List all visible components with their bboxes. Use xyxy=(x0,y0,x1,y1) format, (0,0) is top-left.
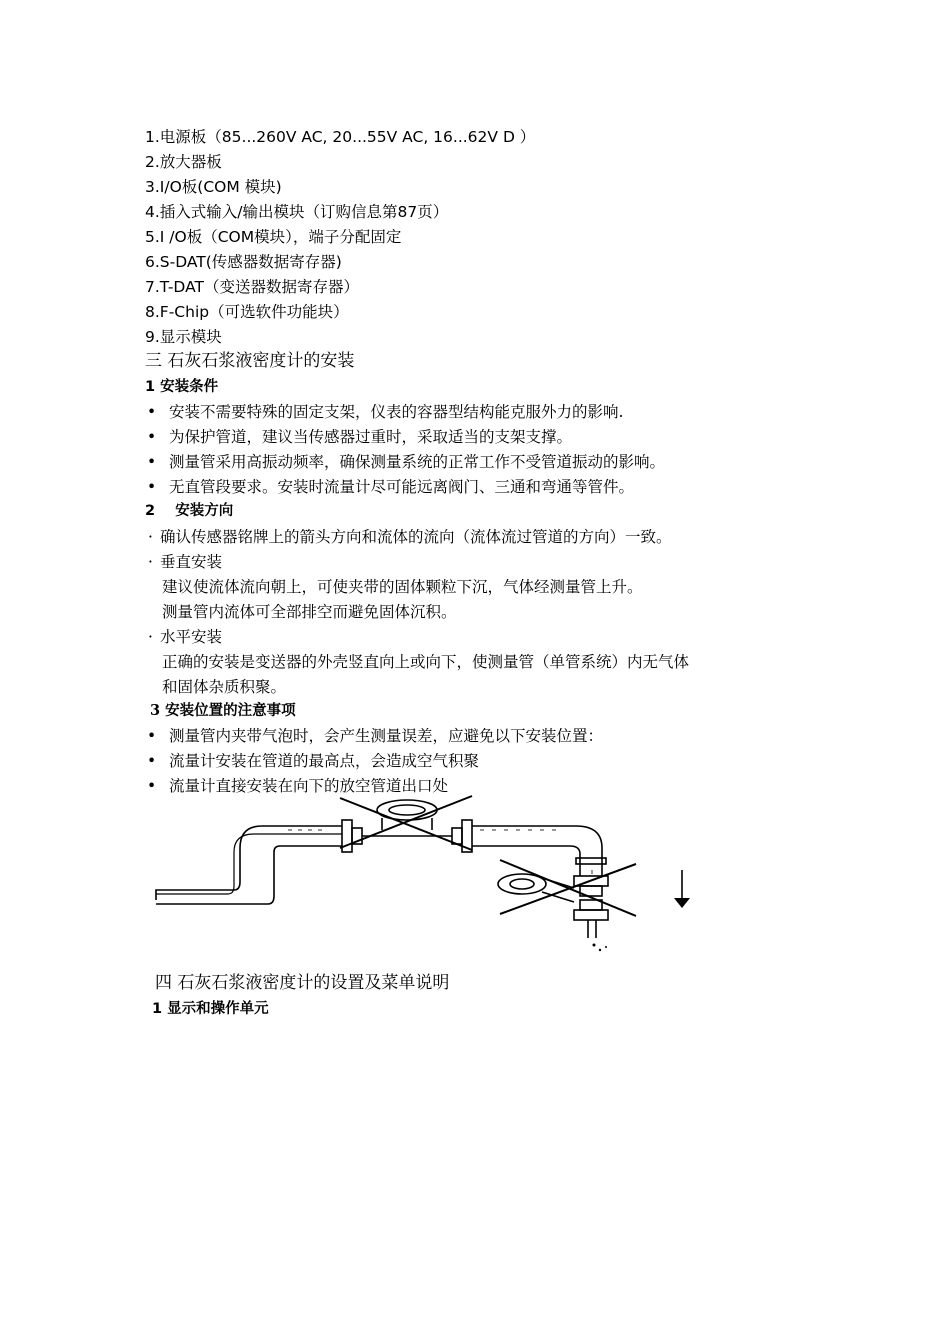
orientation-title: 水平安装 xyxy=(160,628,223,646)
bullet-icon: • xyxy=(147,478,157,496)
list-item-power-board: 1.电源板（85...260V AC, 20...55V AC, 16...62V D ） xyxy=(145,128,536,146)
bullet-item xyxy=(147,750,479,772)
bullet-icon: • xyxy=(147,752,157,770)
bullet-text: 流量计安装在管道的最高点，会造成空气积聚 xyxy=(169,752,480,770)
bullet-text: 为保护管道，建议当传感器过重时，采取适当的支架支撑。 xyxy=(169,428,573,446)
list-item-amplifier-board: 2.放大器板 xyxy=(145,153,222,171)
bullet-item xyxy=(147,401,623,423)
bullet-icon: • xyxy=(147,777,157,795)
bullet-text: 安装不需要特殊的固定支架，仪表的容器型结构能克服外力的影响. xyxy=(169,403,624,421)
vertical-text-1: 建议使流体流向朝上，可使夹带的固体颗粒下沉，气体经测量管上升。 xyxy=(162,578,643,596)
section-title-settings: 四 石灰石浆液密度计的设置及菜单说明 xyxy=(155,973,450,993)
orientation-item-vertical xyxy=(148,551,222,573)
bullet-text: 流量计直接安装在向下的放空管道出口处 xyxy=(169,777,449,795)
bullet-item xyxy=(147,451,665,473)
bullet-icon: • xyxy=(147,727,157,745)
list-item-s-dat: 6.S-DAT(传感器数据寄存器) xyxy=(145,253,342,271)
list-item-plugin-module: 4.插入式输入/输出模块（订购信息第87页） xyxy=(145,203,449,221)
subsection-heading-conditions: 1 安装条件 xyxy=(145,379,219,395)
bullet-item xyxy=(147,476,634,498)
horizontal-text-2: 和固体杂质积聚。 xyxy=(162,678,287,696)
dot-icon: · xyxy=(148,628,153,646)
bullet-text: 测量管采用高振动频率，确保测量系统的正常工作不受管道振动的影响。 xyxy=(169,453,666,471)
subsection-heading-location: 3 安装位置的注意事项 xyxy=(150,702,296,719)
list-item-f-chip: 8.F-Chip（可选软件功能块） xyxy=(145,303,349,321)
bullet-item xyxy=(147,725,603,747)
bullet-icon: • xyxy=(147,428,157,446)
list-item-display-module: 9.显示模块 xyxy=(145,328,222,346)
section-title-installation: 三 石灰石浆液密度计的安装 xyxy=(145,351,355,371)
horizontal-text-1: 正确的安装是变送器的外壳竖直向上或向下，使测量管（单管系统）内无气体 xyxy=(162,653,690,671)
dot-icon: · xyxy=(148,553,153,571)
list-item-t-dat: 7.T-DAT（变送器数据寄存器） xyxy=(145,278,359,296)
bullet-icon: • xyxy=(147,403,157,421)
dot-icon: · xyxy=(148,528,153,546)
list-item-io-board-fixed: 5.I /O板（COM模块），端子分配固定 xyxy=(145,228,402,246)
vertical-text-2: 测量管内流体可全部排空而避免固体沉积。 xyxy=(162,603,457,621)
orientation-text: 确认传感器铭牌上的箭头方向和流体的流向（流体流过管道的方向）一致。 xyxy=(160,528,672,546)
subsection-heading-orientation: 2 安装方向 xyxy=(145,503,234,519)
bullet-icon: • xyxy=(147,453,157,471)
orientation-item-arrow xyxy=(148,526,672,548)
bullet-item xyxy=(147,426,572,448)
list-item-io-board: 3.I/O板(COM 模块) xyxy=(145,178,282,196)
bullet-text: 无直管段要求。安装时流量计尽可能远离阀门、三通和弯通等管件。 xyxy=(169,478,635,496)
orientation-item-horizontal xyxy=(148,626,222,648)
bullet-text: 测量管内夹带气泡时，会产生测量误差，应避免以下安装位置： xyxy=(169,727,604,745)
orientation-title: 垂直安装 xyxy=(160,553,223,571)
subsection-heading-display: 1 显示和操作单元 xyxy=(152,1001,269,1017)
installation-position-diagram xyxy=(150,790,700,960)
